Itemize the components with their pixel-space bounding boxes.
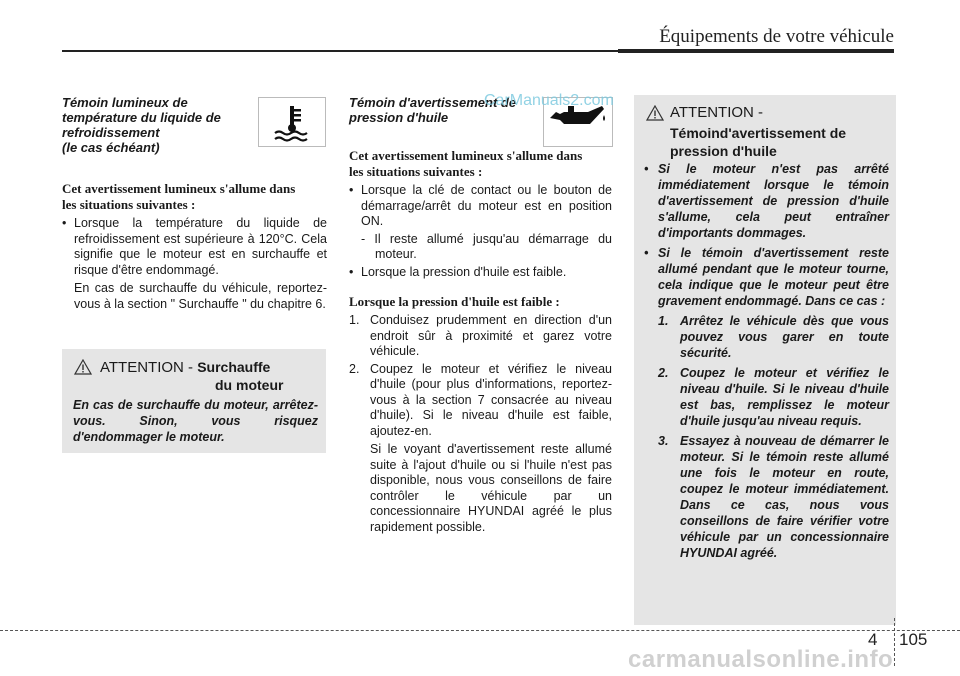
oil-lead: Cet avertissement lumineux s'allume dans les situations suivantes : — [349, 148, 583, 179]
attention-oil-body — [644, 161, 889, 561]
coolant-bullet-continuation: En cas de surchauffe du véhicule, reportez-vous à la section " Surchauffe " du chapitre 6. — [74, 281, 327, 311]
page-number-separator — [894, 618, 895, 666]
column-coolant — [62, 95, 327, 312]
coolant-bullet: • Lorsque la température du liquide de refroidissement est supérieure à 120°C. Cela signifie que le moteur est en surchauffe et risque d'être endommagé. — [62, 216, 327, 278]
attention-overheat-title-line2: du moteur — [215, 377, 284, 393]
attention-oil-step-1: 1. Arrêtez le véhicule dès que vous pouvez vous garer en toute sécurité. — [658, 314, 889, 360]
header-rule-accent — [618, 49, 894, 53]
oil-step-1: 1. Conduisez prudemment en direction d'un endroit sûr à proximité et garez votre véhicule. — [349, 313, 612, 358]
attention-oil-bullet-1: • Si le moteur n'est pas arrêté immédiatement lorsque le témoin d'avertissement de pression d'huile s'allume, cela peut entraîner d'importants dommages. — [644, 161, 889, 241]
footer-rule — [0, 630, 960, 631]
oil-bullet-low-pressure: • Lorsque la pression d'huile est faible. — [349, 265, 612, 281]
attention-oil-label: ATTENTION - — [670, 104, 764, 121]
header-title: Équipements de votre véhicule — [659, 26, 894, 47]
page-number: 105 — [899, 630, 928, 649]
column-oil-pressure — [349, 95, 612, 535]
attention-oil-title: Témoind'avertissement de pression d'huile — [670, 125, 847, 159]
attention-oil-step-3: 3. Essayez à nouveau de démarrer le moteur. Si le témoin reste allumé une fois le moteur en route, coupez le moteur immédiatement. Dans ce cas, nous vous conseillons de faire vérifier votre véhicule par un concessionnaire HYUNDAI agréé. — [658, 434, 889, 560]
oil-step-2: 2. Coupez le moteur et vérifiez le niveau d'huile (pour plus d'informations, reportez-vous à la section 7 consacrée au niveau d'huile). Si le niveau d'huile est faible, ajoutez-en. — [349, 361, 612, 438]
attention-box-oil-pressure — [634, 95, 896, 625]
attention-oil-step-2: 2. Coupez le moteur et vérifiez le niveau d'huile. Si le niveau d'huile est bas, remplissez le moteur d'huile jusqu'au niveau requis. — [658, 366, 889, 428]
warning-triangle-icon — [646, 105, 664, 121]
watermark-carmanuals: CarManuals2.com — [484, 92, 614, 109]
oil-subhead: Témoin d'avertissement de pression d'huile — [349, 95, 517, 125]
coolant-subhead: Témoin lumineux de température du liquide de refroidissement (le cas échéant) — [62, 95, 221, 155]
oil-lead-low-pressure: Lorsque la pression d'huile est faible : — [349, 294, 560, 309]
chapter-number: 4 — [868, 630, 878, 649]
attention-overheat-title: ATTENTION - Surchauffe — [100, 359, 271, 376]
coolant-lead: Cet avertissement lumineux s'allume dans les situations suivantes : — [62, 181, 296, 212]
warning-triangle-icon — [74, 359, 92, 375]
attention-overheat-text: En cas de surchauffe du moteur, arrêtez-vous. Sinon, vous risquez d'endommager le moteur. — [73, 398, 318, 444]
attention-box-overheat — [62, 349, 326, 453]
coolant-temperature-icon — [258, 97, 326, 147]
watermark-carmanualsonline: carmanualsonline.info — [628, 646, 894, 673]
oil-step-2-continuation: Si le voyant d'avertissement reste allumé suite à l'ajout d'huile ou si l'huile n'est pas disponible, nous vous conseillons de faire contrôler le véhicule par un concessionnaire HYUNDAI agréé le plus rapidement possible. — [370, 442, 612, 534]
attention-oil-bullet-2: • Si le témoin d'avertissement reste allumé pendant que le moteur tourne, cela indique que le moteur peut être gravement endommagé. Dans ce cas : — [644, 245, 889, 309]
oil-bullet-ignition: • Lorsque la clé de contact ou le bouton de démarrage/arrêt du moteur est en position ON. — [349, 183, 612, 230]
oil-bullet-ignition-sub: - Il reste allumé jusqu'au démarrage du moteur. — [361, 231, 612, 261]
